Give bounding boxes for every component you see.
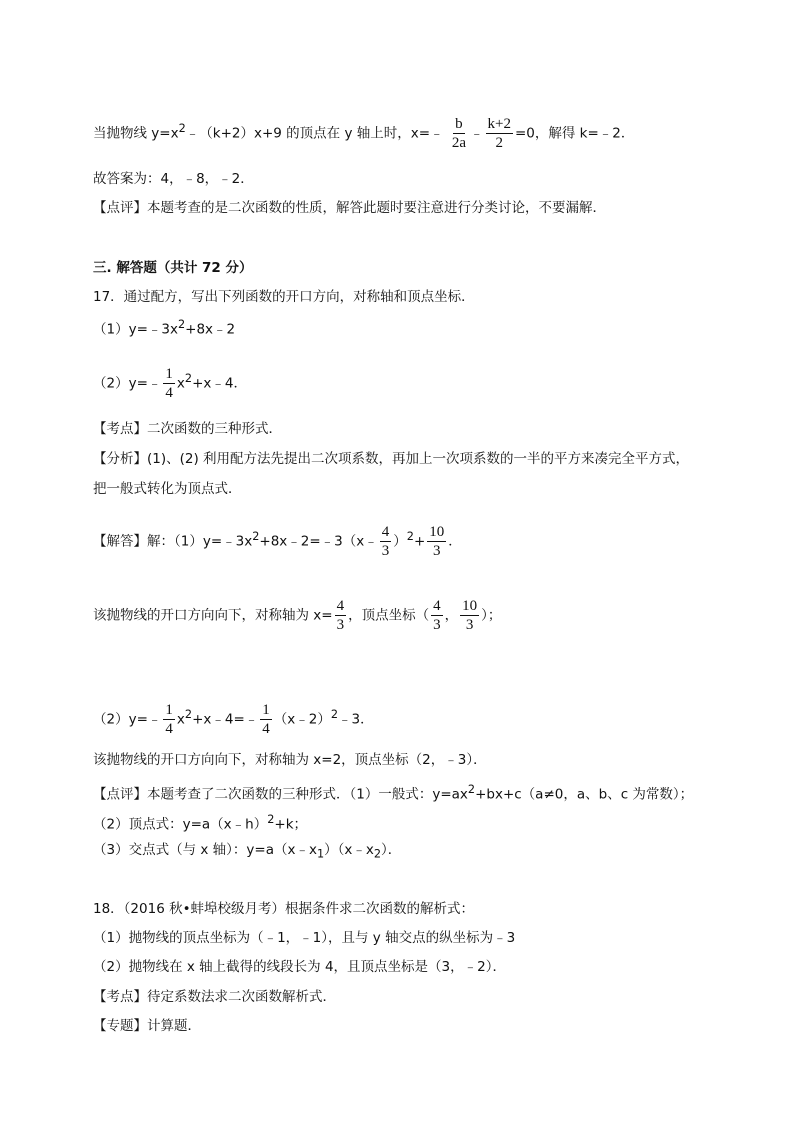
numerator: k+2 [487, 116, 511, 132]
text: 该抛物线的开口方向向下，对称轴为 x= [93, 607, 333, 624]
text: ． [448, 533, 462, 550]
text: 【点评】本题考查了二次函数的三种形式．（1）一般式：y=ax [93, 786, 468, 803]
q17-part1 [93, 316, 235, 339]
text: （x﹣2） [273, 711, 331, 728]
comment-vertex-form [93, 811, 307, 834]
solution-line-2 [93, 598, 501, 633]
numerator: 4 [433, 598, 441, 614]
exponent: 2 [184, 708, 193, 721]
denominator: 4 [165, 385, 173, 401]
question-17: 17．通过配方，写出下列函数的开口方向，对称轴和顶点坐标． [93, 289, 475, 305]
exponent: 2 [177, 318, 186, 331]
q18-part1: （1）抛物线的顶点坐标为（﹣1，﹣1），且与 y 轴交点的纵坐标为﹣3 [93, 930, 516, 946]
fraction [431, 598, 443, 633]
exponent: 2 [252, 530, 260, 543]
text: + [413, 533, 426, 550]
denominator: 3 [465, 617, 474, 633]
text: ）（x﹣x [324, 842, 374, 858]
text: +k； [274, 816, 308, 833]
numerator: 10 [462, 598, 478, 614]
text: 【解答】解：（1）y=﹣3x [93, 533, 253, 550]
text: +x﹣4． [192, 375, 247, 392]
fraction [427, 524, 446, 559]
question-18: 18．（2016 秋•蚌埠校级月考）根据条件求二次函数的解析式： [93, 901, 475, 917]
exponent: 2 [467, 783, 476, 796]
denominator: 4 [165, 721, 173, 737]
text: （1）y=﹣3x [93, 321, 178, 338]
comment-line: 【点评】本题考查的是二次函数的性质，解答此题时要注意进行分类讨论，不要漏解． [93, 200, 606, 216]
text: ， [444, 607, 459, 624]
comment-intercept-form [93, 841, 401, 864]
fraction [335, 598, 347, 633]
exponent: 2 [267, 813, 275, 826]
denominator: 2a [451, 135, 467, 151]
text: （2）顶点式：y=a（x﹣h） [93, 816, 268, 833]
text: （2）y=﹣ [93, 375, 162, 392]
text: +8x﹣2=﹣3（x﹣ [259, 533, 378, 550]
q17-part2 [93, 366, 247, 401]
section-heading: 三. 解答题（共计 72 分） [93, 260, 253, 276]
text: ） [393, 533, 407, 550]
q18-topic: 【专题】计算题． [93, 1018, 201, 1034]
fraction [460, 598, 479, 633]
exponent: 2 [330, 708, 339, 721]
denominator: 3 [433, 617, 441, 633]
fraction [260, 702, 272, 737]
denominator: 3 [433, 543, 441, 559]
text: ﹣（k+2）x+9 的顶点在 y 轴上时，x=﹣ [185, 125, 444, 142]
numerator: 1 [262, 702, 270, 718]
answer-line: 故答案为：4，﹣8，﹣2． [93, 171, 254, 187]
text: ﹣ [470, 125, 484, 142]
numerator: 10 [429, 524, 445, 540]
fraction [163, 366, 175, 401]
fraction [380, 524, 392, 559]
denominator: 3 [381, 543, 390, 559]
numerator: 4 [381, 524, 390, 540]
analysis-line-1: 【分析】(1)、(2) 利用配方法先提出二次项系数，再加上一次项系数的一半的平方来凑完全平方式， [93, 451, 690, 467]
text: +x﹣4=﹣ [192, 711, 259, 728]
solution-line-4: 该抛物线的开口方向向下，对称轴为 x=2，顶点坐标（2，﹣3）． [93, 752, 487, 768]
text: 当抛物线 y=x [93, 125, 179, 142]
fraction [163, 702, 175, 737]
exponent: 2 [406, 530, 414, 543]
numerator: 1 [165, 366, 173, 382]
text: ﹣3． [338, 711, 374, 728]
denominator: 2 [495, 135, 503, 151]
q18-part2: （2）抛物线在 x 轴上截得的线段长为 4，且顶点坐标是（3，﹣2）． [93, 959, 506, 975]
subscript: 1 [316, 847, 325, 861]
subscript: 2 [373, 847, 382, 861]
text: +8x﹣2 [185, 321, 236, 338]
denominator: 3 [336, 617, 345, 633]
text: ）． [381, 842, 402, 858]
line-vertex-on-y-axis [93, 116, 634, 151]
analysis-line-2: 把一般式转化为顶点式． [93, 481, 242, 497]
numerator: b [455, 116, 463, 132]
q18-knowledge-point: 【考点】待定系数法求二次函数解析式． [93, 989, 336, 1005]
text: =0，解得 k=﹣2． [514, 125, 635, 142]
fraction [450, 116, 468, 151]
comment-general-form [93, 781, 693, 804]
exponent: 2 [184, 372, 193, 385]
text: +bx+c（a≠0，a、b、c 为常数）； [475, 786, 694, 803]
text: （3）交点式（与 x 轴）：y=a（x﹣x [93, 842, 317, 858]
text: ）； [481, 607, 502, 624]
text: ，顶点坐标（ [348, 607, 430, 624]
fraction [486, 116, 513, 151]
text: x [176, 375, 185, 392]
knowledge-point: 【考点】二次函数的三种形式． [93, 421, 282, 437]
numerator: 1 [165, 702, 173, 718]
denominator: 4 [262, 721, 270, 737]
numerator: 4 [336, 598, 345, 614]
text: x [176, 711, 185, 728]
exponent: 2 [178, 122, 186, 135]
text: （2）y=﹣ [93, 711, 162, 728]
solution-line-3 [93, 702, 374, 737]
solution-line-1 [93, 524, 462, 559]
